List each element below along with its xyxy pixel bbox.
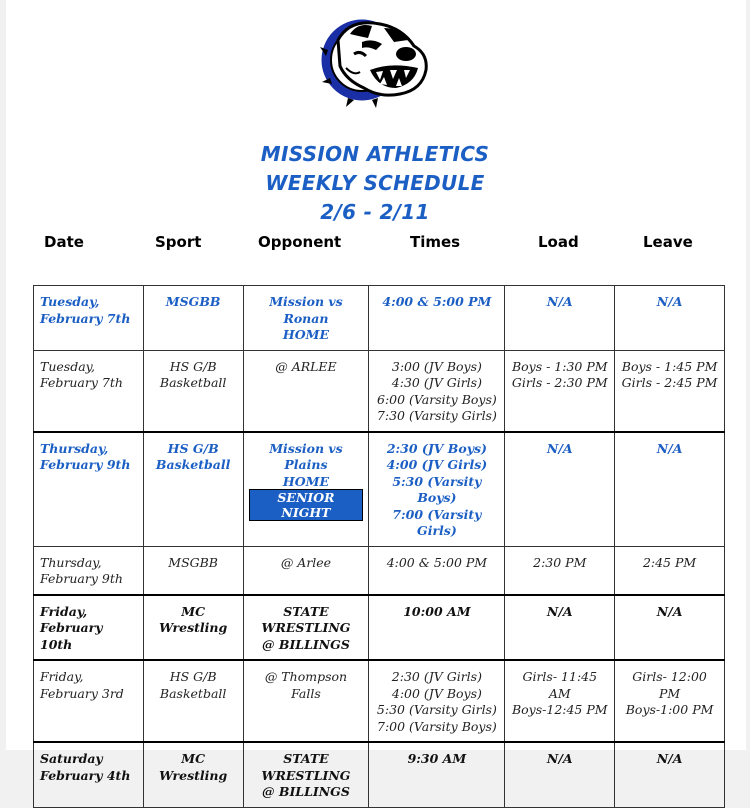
- date-line: Friday,: [40, 669, 84, 684]
- opponent-line: WRESTLING: [261, 620, 351, 635]
- date-line: February 10th: [40, 620, 103, 652]
- cell-leave: [615, 546, 725, 595]
- times-line: 7:00 (Varsity Girls): [392, 506, 482, 538]
- senior-night-badge: SENIOR NIGHT: [250, 490, 363, 520]
- opponent-line: @ ARLEE: [275, 358, 337, 374]
- table-row: [34, 286, 725, 351]
- header-opponent: Opponent: [258, 233, 342, 251]
- leave-line: N/A: [656, 294, 683, 309]
- opponent-line: STATE: [283, 603, 329, 619]
- sport-line: Basketball: [159, 685, 227, 701]
- times-line: 2:30 (JV Boys): [386, 440, 487, 456]
- leave-line: N/A: [656, 603, 683, 619]
- load-line: N/A: [546, 294, 573, 309]
- times-line: 5:30 (Varsity Girls): [376, 702, 497, 717]
- date-line: Thursday,: [40, 440, 109, 456]
- times-line: 4:00 & 5:00 PM: [382, 294, 492, 309]
- header-date: Date: [44, 233, 84, 251]
- cell-leave: [615, 432, 725, 547]
- title-line-2: WEEKLY SCHEDULE: [265, 171, 485, 195]
- table-row: [34, 432, 725, 547]
- bulldog-mascot-icon: [310, 10, 440, 110]
- column-headers: [0, 233, 750, 253]
- times-line: 6:00 (Varsity Boys): [377, 391, 497, 407]
- cell-sport: [143, 432, 243, 547]
- sport-line: Basketball: [155, 457, 231, 472]
- times-line: 4:00 (JV Boys): [391, 685, 482, 701]
- cell-date: [34, 742, 144, 807]
- cell-sport: [143, 286, 243, 351]
- header-leave: Leave: [643, 233, 693, 251]
- opponent-line: @ BILLINGS: [262, 636, 350, 652]
- load-line: Boys - 1:30 PM: [511, 358, 608, 374]
- cell-times: [369, 432, 505, 547]
- header-times: Times: [410, 233, 461, 251]
- cell-opponent: [243, 432, 369, 547]
- load-line: N/A: [546, 751, 573, 766]
- table-row: [34, 660, 725, 742]
- cell-leave: [615, 286, 725, 351]
- cell-opponent: [243, 595, 369, 661]
- schedule-title: [0, 140, 750, 227]
- times-line: 5:30 (Varsity Boys): [392, 473, 482, 505]
- cell-load: [505, 546, 615, 595]
- date-line: February 9th: [40, 571, 123, 586]
- cell-times: [369, 595, 505, 661]
- sport-line: HS G/B: [167, 440, 219, 456]
- cell-opponent: [243, 742, 369, 807]
- times-line: 7:00 (Varsity Boys): [377, 718, 497, 734]
- cell-leave: [615, 350, 725, 432]
- cell-leave: [615, 660, 725, 742]
- schedule-table: [33, 285, 725, 808]
- cell-times: [369, 350, 505, 432]
- cell-opponent: [243, 546, 369, 595]
- times-line: 4:00 & 5:00 PM: [386, 554, 488, 570]
- opponent-line: HOME: [282, 327, 329, 342]
- leave-line: Girls- 12:00 PM: [632, 669, 707, 701]
- load-line: Girls - 2:30 PM: [511, 375, 608, 390]
- cell-opponent: [243, 350, 369, 432]
- leave-line: 2:45 PM: [642, 554, 697, 570]
- cell-opponent: [243, 660, 369, 742]
- cell-load: [505, 432, 615, 547]
- sport-line: HS G/B: [169, 669, 217, 684]
- opponent-line: @ Arlee: [280, 554, 332, 570]
- table-row: [34, 350, 725, 432]
- date-line: Tuesday,: [40, 358, 96, 374]
- date-line: Saturday: [40, 751, 103, 766]
- opponent-line: Mission vs Ronan: [269, 294, 343, 326]
- opponent-line: WRESTLING: [261, 767, 351, 783]
- sport-line: HS G/B: [169, 358, 217, 374]
- cell-load: [505, 660, 615, 742]
- leave-line: N/A: [656, 751, 683, 766]
- cell-leave: [615, 595, 725, 661]
- load-line: N/A: [546, 603, 573, 619]
- load-line: 2:30 PM: [533, 554, 587, 570]
- cell-times: [369, 742, 505, 807]
- cell-load: [505, 350, 615, 432]
- date-line: February 4th: [40, 767, 131, 783]
- cell-times: [369, 286, 505, 351]
- header-sport: Sport: [155, 233, 202, 251]
- cell-sport: [143, 595, 243, 661]
- cell-times: [369, 660, 505, 742]
- cell-date: [34, 432, 144, 547]
- cell-opponent: [243, 286, 369, 351]
- sport-line: MC Wrestling: [159, 603, 228, 635]
- leave-line: Girls - 2:45 PM: [621, 375, 718, 390]
- cell-date: [34, 350, 144, 432]
- cell-date: [34, 660, 144, 742]
- cell-leave: [615, 742, 725, 807]
- date-line: Tuesday,: [40, 294, 100, 309]
- cell-sport: [143, 350, 243, 432]
- times-line: 3:00 (JV Boys): [391, 358, 482, 374]
- date-line: February 3rd: [40, 685, 124, 701]
- sport-line: MSGBB: [165, 294, 221, 309]
- header-load: Load: [538, 233, 579, 251]
- date-line: Friday,: [40, 603, 88, 619]
- opponent-line: STATE: [283, 751, 329, 766]
- cell-date: [34, 546, 144, 595]
- sport-line: MC Wrestling: [159, 751, 228, 783]
- load-line: Boys-12:45 PM: [511, 702, 608, 717]
- table-row: [34, 595, 725, 661]
- cell-sport: [143, 660, 243, 742]
- date-line: February 7th: [40, 310, 131, 326]
- opponent-line: Mission vs Plains: [269, 440, 343, 472]
- times-line: 7:30 (Varsity Girls): [376, 408, 497, 423]
- cell-sport: [143, 546, 243, 595]
- table-row: [34, 546, 725, 595]
- title-line-3: 2/6 - 2/11: [320, 200, 430, 224]
- cell-sport: [143, 742, 243, 807]
- opponent-line: HOME: [282, 473, 329, 489]
- date-line: Thursday,: [40, 554, 102, 570]
- cell-load: [505, 595, 615, 661]
- cell-date: [34, 286, 144, 351]
- date-line: February 9th: [40, 457, 131, 472]
- opponent-line: @ BILLINGS: [262, 784, 350, 799]
- times-line: 2:30 (JV Girls): [391, 669, 482, 684]
- sport-line: MSGBB: [168, 554, 218, 570]
- cell-date: [34, 595, 144, 661]
- load-line: N/A: [546, 440, 573, 456]
- date-line: February 7th: [40, 375, 123, 390]
- times-line: 4:30 (JV Girls): [391, 375, 482, 390]
- leave-line: N/A: [656, 440, 683, 456]
- leave-line: Boys-1:00 PM: [625, 702, 714, 717]
- sport-line: Basketball: [159, 375, 227, 390]
- load-line: Girls- 11:45 AM: [522, 669, 598, 701]
- table-row: [34, 742, 725, 807]
- opponent-line: @ Thompson Falls: [264, 669, 348, 701]
- times-line: 10:00 AM: [403, 603, 471, 619]
- title-line-1: MISSION ATHLETICS: [260, 142, 490, 166]
- times-line: 4:00 (JV Girls): [386, 457, 488, 472]
- cell-load: [505, 286, 615, 351]
- leave-line: Boys - 1:45 PM: [621, 358, 718, 374]
- cell-load: [505, 742, 615, 807]
- times-line: 9:30 AM: [407, 751, 467, 766]
- cell-times: [369, 546, 505, 595]
